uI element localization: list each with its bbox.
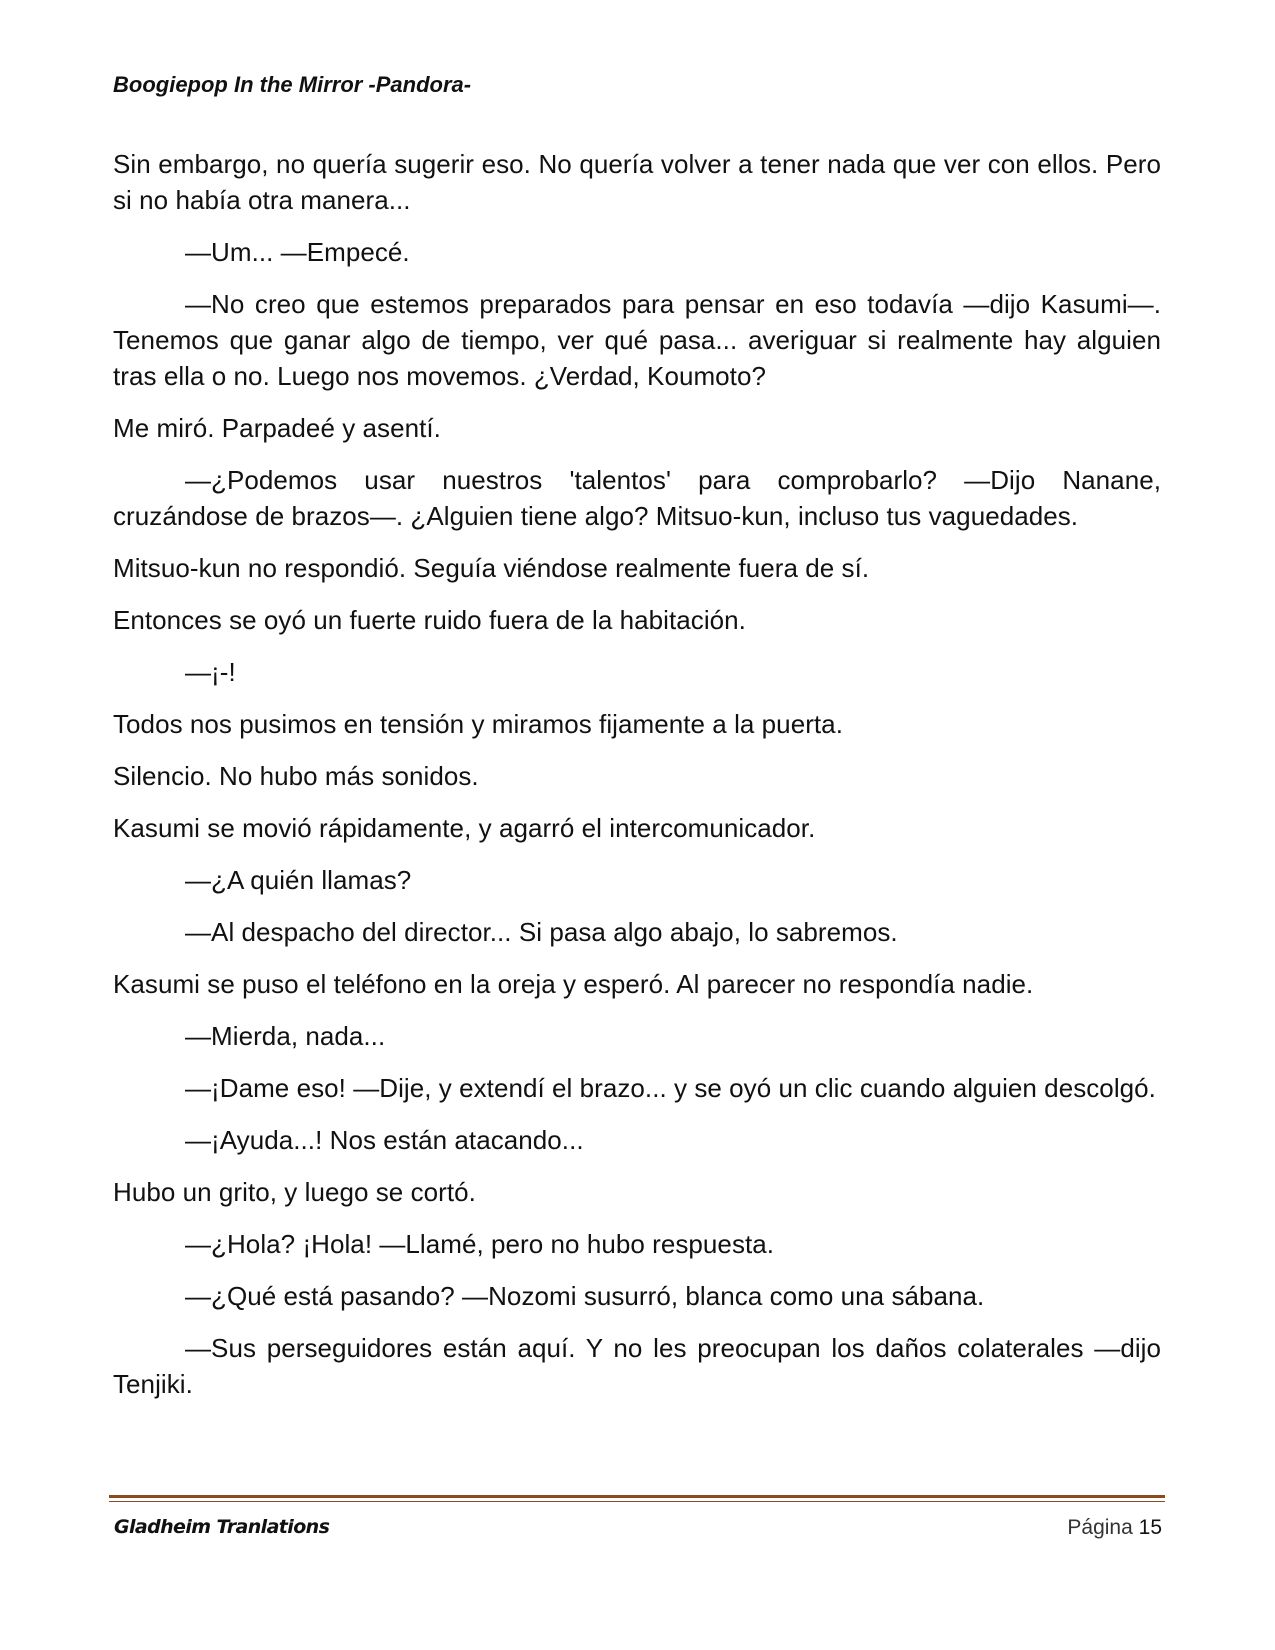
footer-credit: Gladheim Tranlations xyxy=(114,1516,330,1538)
narrative-paragraph: Sin embargo, no quería sugerir eso. No quería volver a tener nada que ver con ellos. Pero si no había otra manera... xyxy=(113,149,1161,215)
narrative-paragraph: Kasumi se puso el teléfono en la oreja y esperó. Al parecer no respondía nadie. xyxy=(113,969,1034,999)
narrative-paragraph: Entonces se oyó un fuerte ruido fuera de la habitación. xyxy=(113,605,746,635)
dialogue-paragraph: —¡-! xyxy=(185,657,236,687)
dialogue-paragraph: —No creo que estemos preparados para pensar en eso todavía —dijo Kasumi—. Tenemos que ganar algo de tiempo, ver qué pasa... averiguar si realmente hay alguien tras ella o no. Luego nos movemos. ¿Verdad, Koumoto? xyxy=(113,289,1161,391)
footer-page-number xyxy=(1067,1516,1162,1540)
running-header-title: Boogiepop In the Mirror -Pandora- xyxy=(113,72,472,97)
footer-divider xyxy=(109,1495,1165,1498)
page-label: Página xyxy=(1067,1516,1133,1539)
page-number: 15 xyxy=(1138,1516,1162,1539)
dialogue-paragraph: —¿Qué está pasando? —Nozomi susurró, blanca como una sábana. xyxy=(185,1281,985,1311)
dialogue-paragraph: —¿Hola? ¡Hola! —Llamé, pero no hubo respuesta. xyxy=(185,1229,775,1259)
narrative-paragraph: Mitsuo-kun no respondió. Seguía viéndose realmente fuera de sí. xyxy=(113,553,870,583)
dialogue-paragraph: —Sus perseguidores están aquí. Y no les preocupan los daños colaterales —dijo Tenjiki. xyxy=(113,1333,1161,1399)
narrative-paragraph: Hubo un grito, y luego se cortó. xyxy=(113,1177,476,1207)
narrative-paragraph: Todos nos pusimos en tensión y miramos fijamente a la puerta. xyxy=(113,709,843,739)
narrative-paragraph: Silencio. No hubo más sonidos. xyxy=(113,761,479,791)
narrative-paragraph: Me miró. Parpadeé y asentí. xyxy=(113,413,441,443)
dialogue-paragraph: —¿A quién llamas? xyxy=(185,865,412,895)
dialogue-paragraph: —Al despacho del director... Si pasa algo abajo, lo sabremos. xyxy=(185,917,898,947)
dialogue-paragraph: —¡Ayuda...! Nos están atacando... xyxy=(185,1125,584,1155)
dialogue-paragraph: —¡Dame eso! —Dije, y extendí el brazo... y se oyó un clic cuando alguien descolgó. xyxy=(185,1073,1156,1103)
body-text xyxy=(113,146,1161,1418)
dialogue-paragraph: —¿Podemos usar nuestros 'talentos' para comprobarlo? —Dijo Nanane, cruzándose de brazos—. ¿Alguien tiene algo? Mitsuo-kun, incluso tus vaguedades. xyxy=(113,465,1161,531)
footer-divider-thin xyxy=(109,1501,1165,1502)
narrative-paragraph: Kasumi se movió rápidamente, y agarró el intercomunicador. xyxy=(113,813,816,843)
dialogue-paragraph: —Mierda, nada... xyxy=(185,1021,386,1051)
dialogue-paragraph: —Um... —Empecé. xyxy=(185,237,410,267)
